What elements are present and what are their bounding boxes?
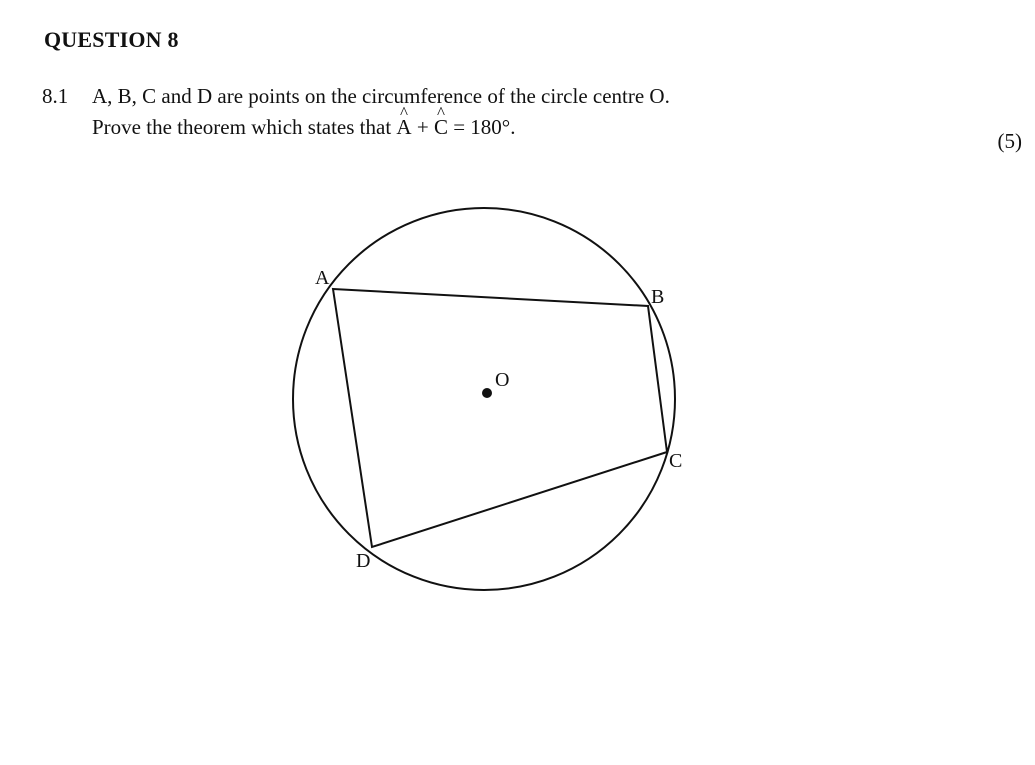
- theorem-prefix: Prove the theorem which states that: [92, 115, 397, 139]
- angle-a-hat: ^ A: [396, 115, 411, 140]
- statement-end: .: [510, 115, 516, 139]
- equals-180: = 180°: [447, 115, 511, 139]
- question-heading: QUESTION 8: [44, 27, 179, 52]
- centre-point: [482, 388, 492, 398]
- angle-c-hat: ^ C: [434, 115, 448, 140]
- quadrilateral-abcd: [333, 289, 667, 547]
- label-c: C: [669, 450, 683, 472]
- label-d: D: [356, 550, 371, 572]
- question-statement: A, B, C and D are points on the circumference of the circle centre O.: [92, 84, 670, 108]
- plus-sign: +: [411, 115, 434, 139]
- label-a: A: [315, 267, 330, 289]
- label-o: O: [495, 369, 510, 391]
- label-b: B: [651, 286, 665, 308]
- question-number: 8.1: [42, 84, 69, 108]
- marks: (5): [997, 129, 1022, 153]
